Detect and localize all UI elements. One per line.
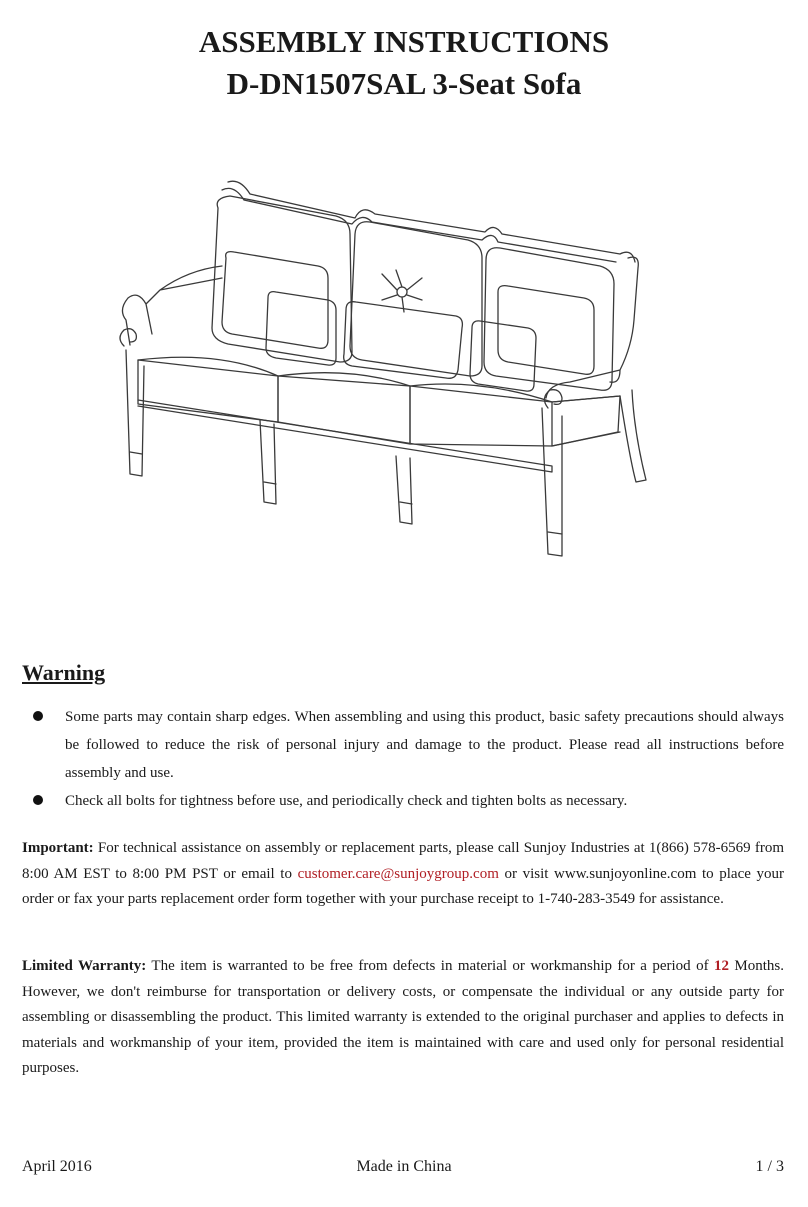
- seat-top-edge: [138, 357, 620, 402]
- footer-page-number: 1 / 3: [755, 1158, 784, 1175]
- pillow-left-large: [222, 252, 328, 349]
- right-arm: [546, 257, 638, 398]
- left-arm: [122, 266, 222, 345]
- leg-back-right: [396, 456, 412, 524]
- back-frame-rail: [228, 181, 635, 262]
- warranty-months: 12: [714, 958, 729, 974]
- warning-item: Some parts may contain sharp edges. When assembling and using this product, basic safety precautions should always be followed to reduce the risk of personal injury and damage to the product. Please read all instructions before assembly and use.: [22, 703, 784, 787]
- right-arm-scroll: [544, 390, 562, 408]
- pillow-center-lumbar: [344, 302, 463, 379]
- warning-heading: Warning: [22, 660, 106, 685]
- seat-cushion-center: [278, 376, 410, 444]
- warranty-label: Limited Warranty:: [22, 958, 147, 974]
- important-label: Important:: [22, 840, 94, 856]
- back-frame-rail-inner: [222, 188, 616, 262]
- pillow-right-back: [498, 286, 594, 375]
- warning-item: Check all bolts for tightness before use, and periodically check and tighten bolts as necessary.: [22, 787, 784, 815]
- important-paragraph: Important: For technical assistance on assembly or replacement parts, please call Sunjoy Industries at 1(866) 578-6569 from 8:00 AM EST to 8:00 PM PST or email to customer.care@sunjoygroup.com or visit www.sunjoyonline.com to place your order or fax your parts replacement order form together with your purchase receipt to 1-740-283-3549 for assistance.: [22, 840, 785, 907]
- front-rail: [138, 400, 620, 472]
- back-cushion-center: [350, 222, 482, 376]
- document-title: ASSEMBLY INSTRUCTIONS: [198, 24, 610, 59]
- leg-back-left: [260, 420, 276, 504]
- support-email-link[interactable]: customer.care@sunjoygroup.com: [297, 865, 499, 882]
- leg-caps: [130, 452, 562, 534]
- warranty-paragraph: Limited Warranty: The item is warranted to be free from defects in material or workmanship for a period of 12 Months. However, we don't reimburse for transportation or delivery costs, or compensate the individual or any outside party for assembling or disassembling the product. This limited warranty is extended to the original purchaser and applies to defects in materials and workmanship of your item, provided the item is maintained with care and used only for personal residential purposes.: [22, 958, 784, 1076]
- back-cushion-left: [212, 196, 352, 362]
- leg-front-left: [126, 350, 144, 476]
- tuft-lines: [382, 270, 422, 312]
- sofa-illustration: [100, 170, 660, 565]
- warning-list: [22, 703, 784, 815]
- pillow-left-small: [266, 292, 336, 366]
- bullet-icon: [33, 711, 43, 721]
- tuft-button: [397, 287, 407, 297]
- bullet-icon: [33, 795, 43, 805]
- leg-rear-right: [620, 390, 646, 482]
- seat-cushion-left: [138, 360, 278, 422]
- footer-date: April 2016: [22, 1158, 92, 1175]
- product-title: D-DN1507SAL 3-Seat Sofa: [226, 66, 582, 101]
- footer-origin: Made in China: [356, 1158, 452, 1175]
